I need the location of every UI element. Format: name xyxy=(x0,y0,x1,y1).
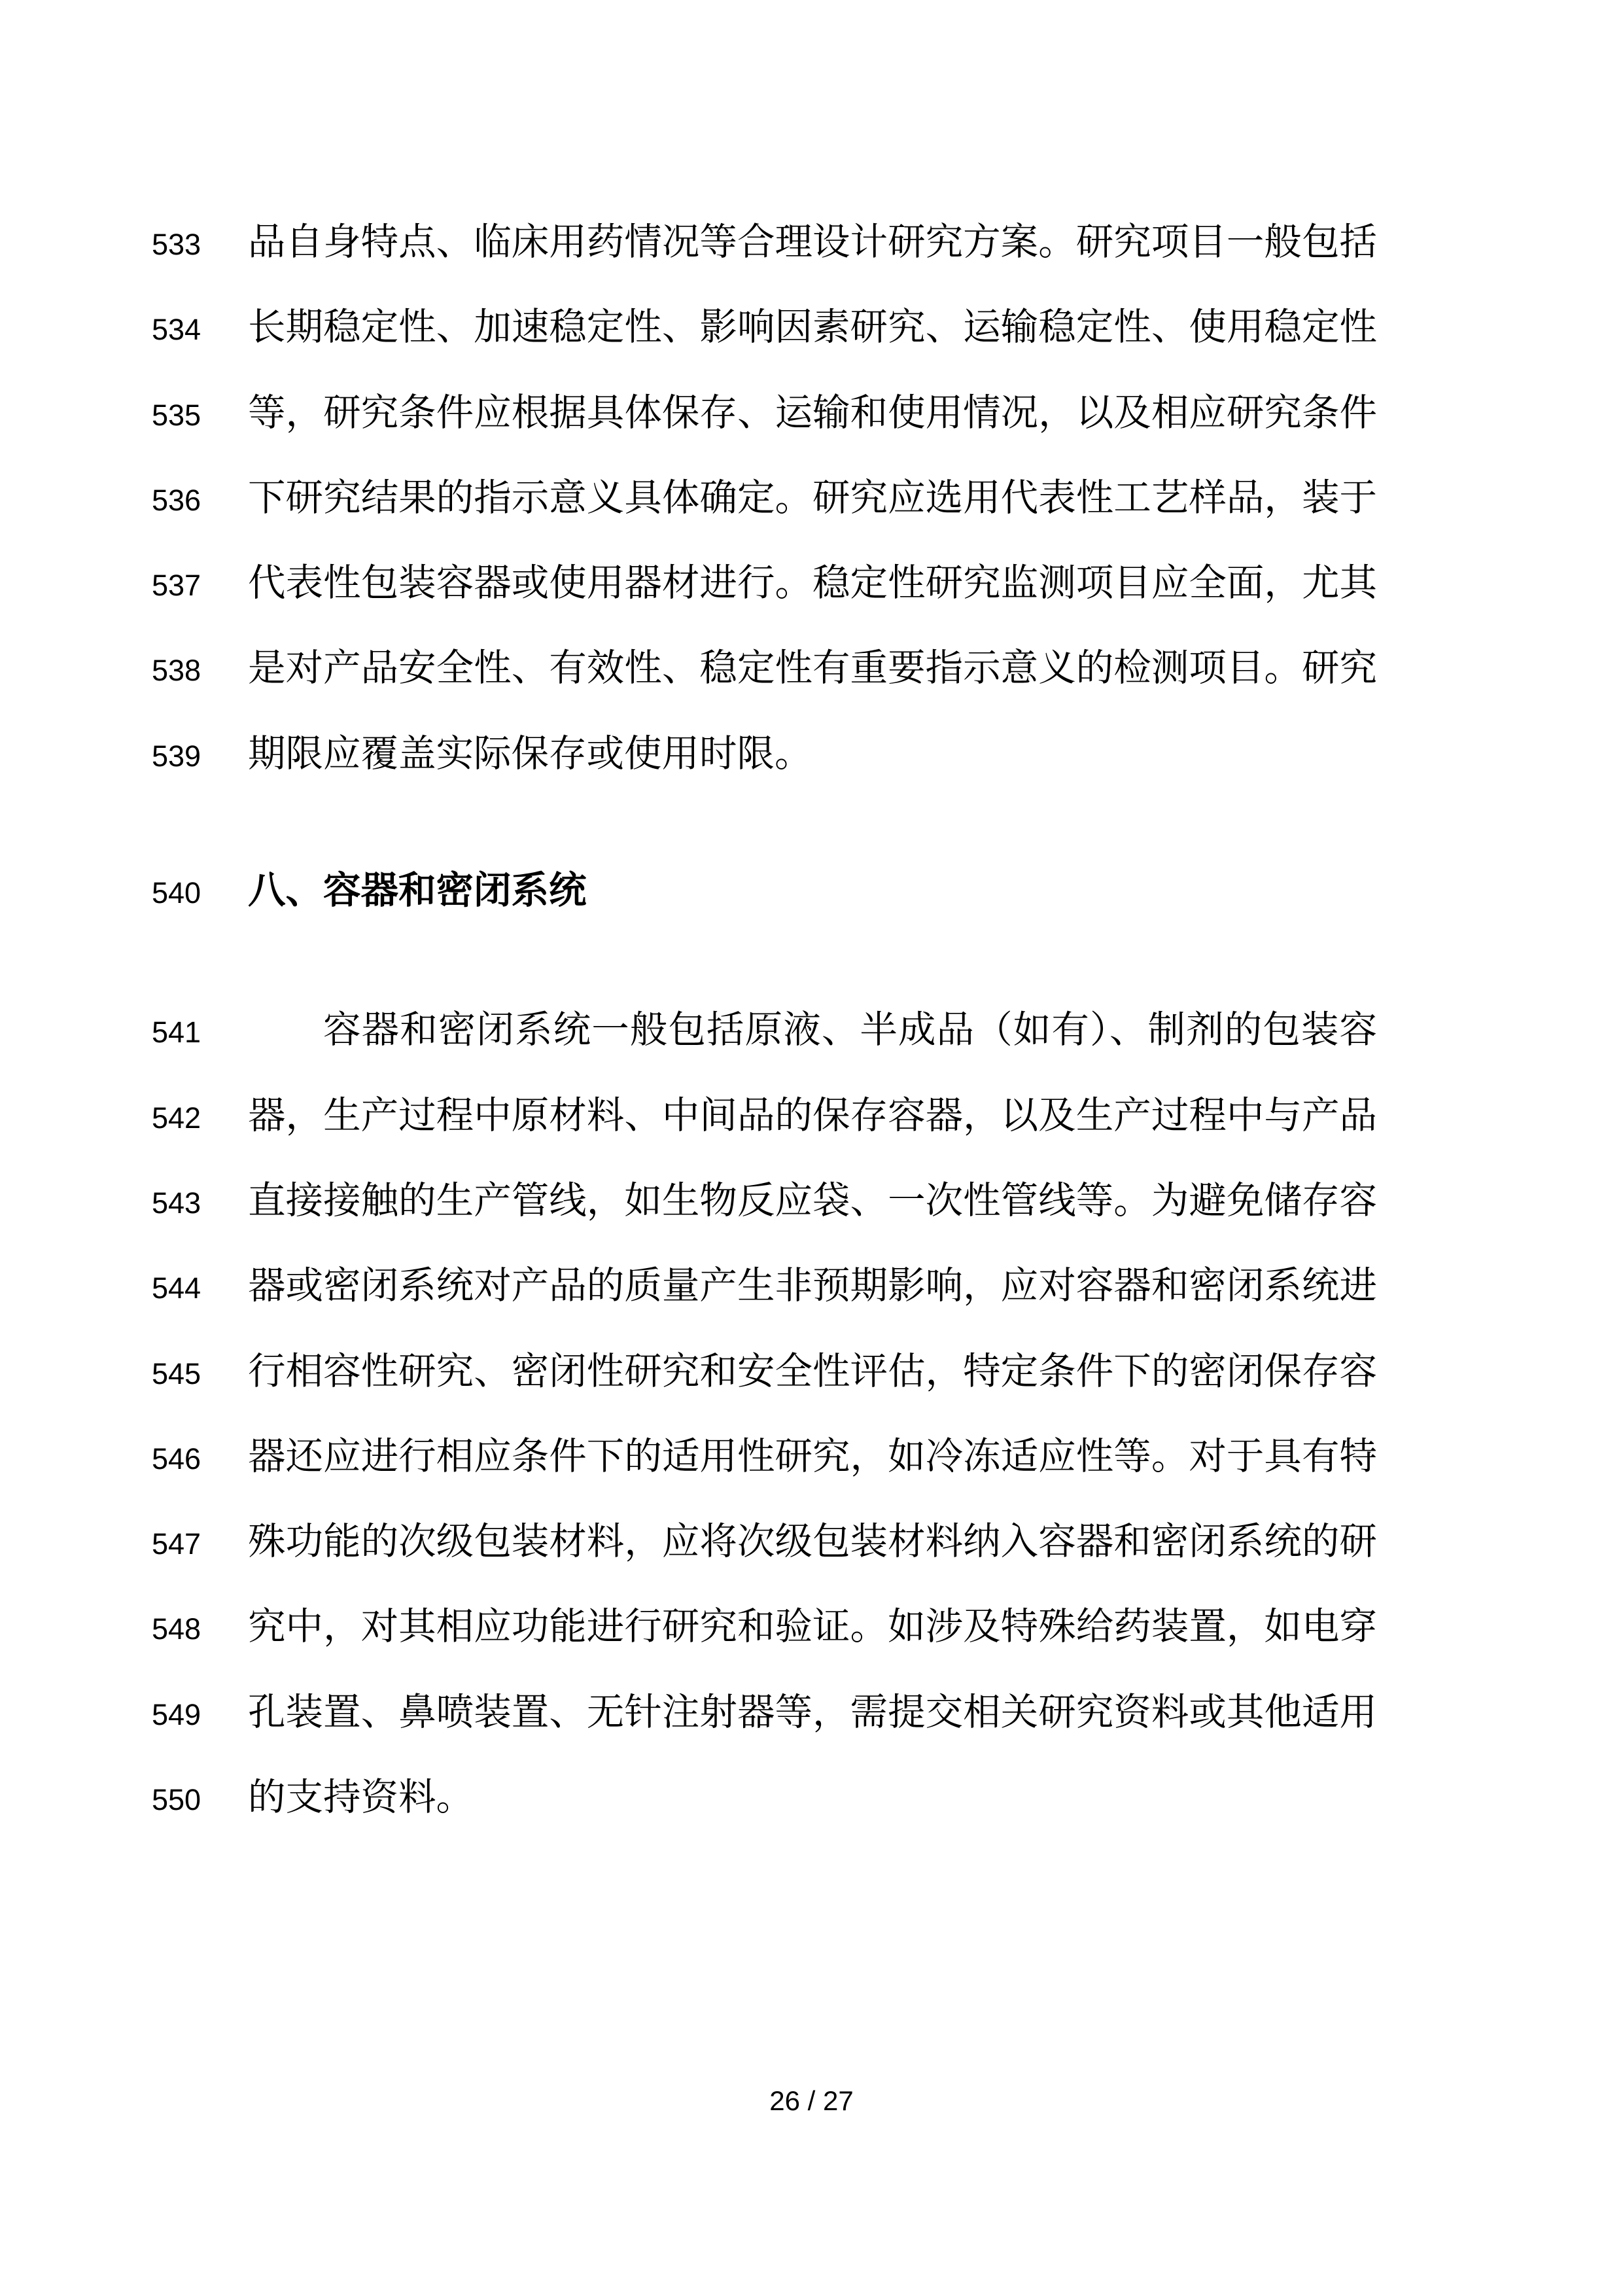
line-text: 品自身特点、临床用药情况等合理设计研究方案。研究项目一般包括 xyxy=(248,221,1377,263)
line-text: 殊功能的次级包装材料，应将次级包装材料纳入容器和密闭系统的研 xyxy=(248,1521,1377,1563)
line-text: 器或密闭系统对产品的质量产生非预期影响，应对容器和密闭系统进 xyxy=(248,1265,1377,1307)
line-number: 543 xyxy=(152,1186,201,1220)
line-number: 542 xyxy=(152,1101,201,1135)
line-text: 是对产品安全性、有效性、稳定性有重要指示意义的检测项目。研究 xyxy=(248,647,1377,690)
line-row xyxy=(0,626,1623,711)
line-row xyxy=(0,848,1623,933)
line-row xyxy=(0,987,1623,1072)
line-number: 539 xyxy=(152,739,201,773)
line-text: 器，生产过程中原材料、中间品的保存容器，以及生产过程中与产品 xyxy=(248,1094,1377,1137)
line-row xyxy=(0,1414,1623,1499)
line-row xyxy=(0,1073,1623,1158)
line-number: 533 xyxy=(152,228,201,261)
line-row xyxy=(0,200,1623,285)
line-row xyxy=(0,285,1623,370)
line-number: 538 xyxy=(152,654,201,688)
line-number: 547 xyxy=(152,1527,201,1561)
line-row xyxy=(0,455,1623,540)
line-text: 期限应覆盖实际保存或使用时限。 xyxy=(248,732,812,775)
line-number: 549 xyxy=(152,1697,201,1731)
line-number: 544 xyxy=(152,1271,201,1305)
line-row xyxy=(0,1329,1623,1414)
line-number: 545 xyxy=(152,1356,201,1390)
line-text: 容器和密闭系统一般包括原液、半成品（如有）、制剂的包装容 xyxy=(323,1009,1377,1051)
document-lines xyxy=(0,200,1623,1840)
line-text: 八、容器和密闭系统 xyxy=(248,870,587,912)
line-text: 器还应进行相应条件下的适用性研究，如冷冻适应性等。对于具有特 xyxy=(248,1435,1377,1477)
line-row xyxy=(0,1670,1623,1755)
line-number: 534 xyxy=(152,313,201,347)
line-row xyxy=(0,1584,1623,1669)
line-number: 548 xyxy=(152,1612,201,1646)
line-text: 直接接触的生产管线，如生物反应袋、一次性管线等。为避免储存容 xyxy=(248,1179,1377,1222)
line-text: 等，研究条件应根据具体保存、运输和使用情况，以及相应研究条件 xyxy=(248,391,1377,434)
page-footer xyxy=(0,2085,1623,2117)
page-number: 26 / 27 xyxy=(769,2085,854,2116)
line-number: 540 xyxy=(152,876,201,910)
line-text: 孔装置、鼻喷装置、无针注射器等，需提交相关研究资料或其他适用 xyxy=(248,1691,1377,1733)
line-text: 究中，对其相应功能进行研究和验证。如涉及特殊给药装置，如电穿 xyxy=(248,1606,1377,1648)
line-text: 行相容性研究、密闭性研究和安全性评估，特定条件下的密闭保存容 xyxy=(248,1350,1377,1392)
line-number: 546 xyxy=(152,1441,201,1475)
line-row xyxy=(0,1158,1623,1243)
line-number: 550 xyxy=(152,1783,201,1817)
line-text: 代表性包装容器或使用器材进行。稳定性研究监测项目应全面，尤其 xyxy=(248,562,1377,605)
line-number: 536 xyxy=(152,483,201,517)
line-text: 长期稳定性、加速稳定性、影响因素研究、运输稳定性、使用稳定性 xyxy=(248,306,1377,349)
line-row xyxy=(0,370,1623,455)
line-text: 下研究结果的指示意义具体确定。研究应选用代表性工艺样品，装于 xyxy=(248,476,1377,519)
line-row xyxy=(0,1499,1623,1584)
line-row xyxy=(0,1755,1623,1840)
line-row xyxy=(0,1243,1623,1328)
line-number: 537 xyxy=(152,569,201,603)
line-number: 535 xyxy=(152,398,201,432)
line-text: 的支持资料。 xyxy=(248,1776,474,1819)
line-number: 541 xyxy=(152,1016,201,1050)
line-row xyxy=(0,711,1623,796)
line-row xyxy=(0,540,1623,626)
